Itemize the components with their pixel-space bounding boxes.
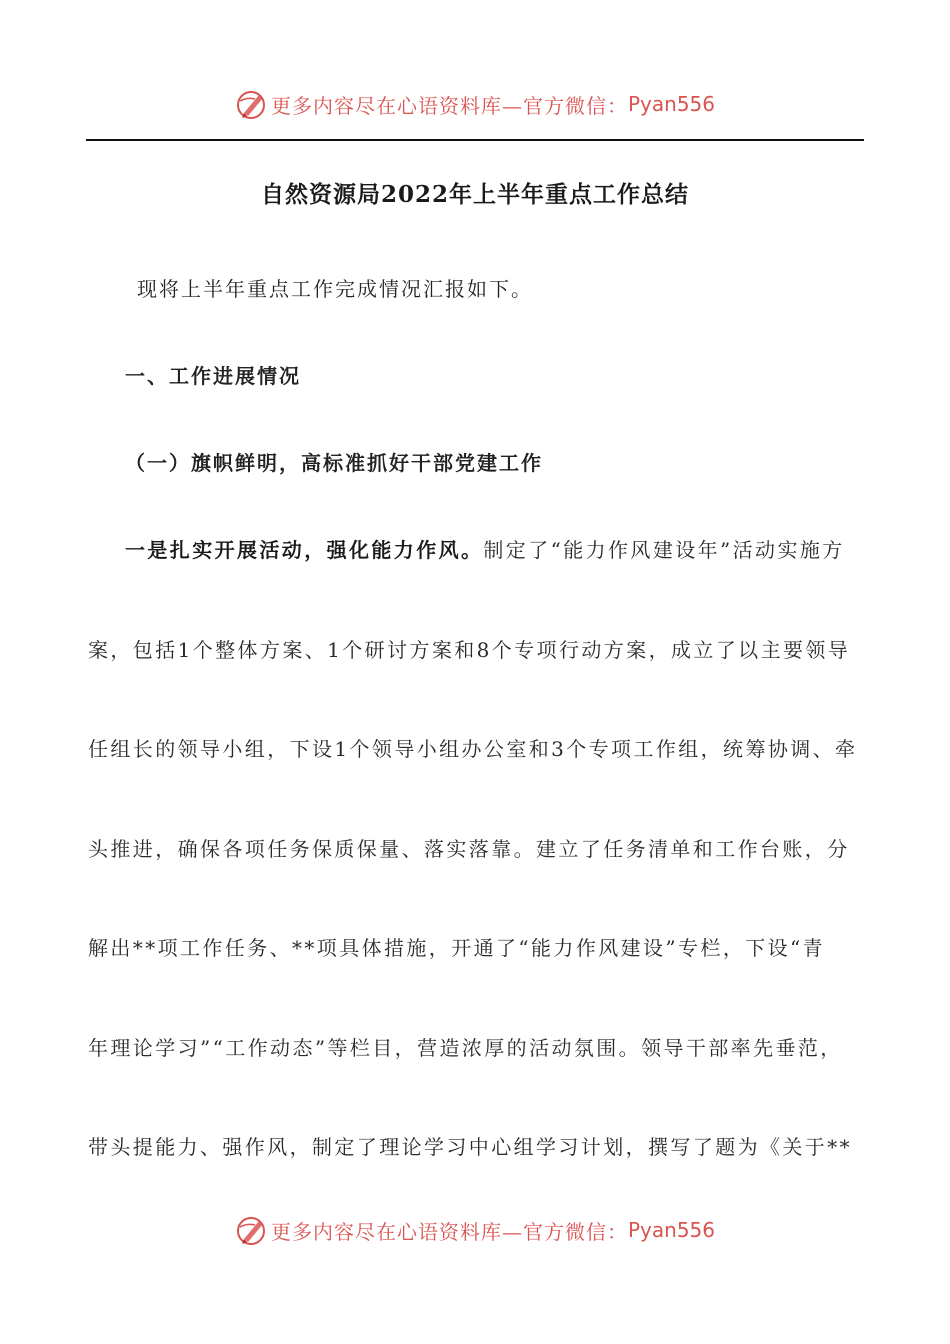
paragraph-line-text: 制定了“能力作风建设年”活动实施方	[483, 538, 845, 562]
watermark-wechat-id: Pyan556	[627, 92, 715, 116]
section-heading: 一、工作进展情况	[125, 364, 301, 388]
pen-logo-icon	[235, 1213, 269, 1247]
header-watermark	[0, 84, 950, 124]
paragraph-line: 案，包括1个整体方案、1个研讨方案和8个专项行动方案，成立了以主要领导	[88, 638, 851, 662]
intro-paragraph: 现将上半年重点工作完成情况汇报如下。	[137, 277, 533, 301]
watermark-text: 更多内容尽在心语资料库—官方微信：	[270, 1219, 628, 1244]
watermark-text: 更多内容尽在心语资料库—官方微信：	[270, 93, 628, 118]
header-divider	[86, 139, 864, 141]
paragraph-line: 头推进，确保各项任务保质保量、落实落靠。建立了任务清单和工作台账，分	[88, 837, 850, 861]
paragraph-line: 解出**项工作任务、**项具体措施，开通了“能力作风建设”专栏，下设“青	[88, 936, 826, 960]
paragraph-line: 年理论学习”“工作动态”等栏目，营造浓厚的活动氛围。领导干部率先垂范，	[88, 1036, 843, 1060]
paragraph-line: 任组长的领导小组，下设1个领导小组办公室和3个专项工作组，统筹协调、牵	[88, 737, 858, 761]
paragraph-line: 带头提能力、强作风，制定了理论学习中心组学习计划，撰写了题为《关于**	[88, 1135, 852, 1159]
watermark-wechat-id: Pyan556	[627, 1218, 715, 1242]
footer-watermark	[0, 1210, 950, 1250]
subsection-heading: （一）旗帜鲜明，高标准抓好干部党建工作	[125, 451, 543, 475]
document-title: 自然资源局2022年上半年重点工作总结	[260, 181, 689, 208]
paragraph-lead: 一是扎实开展活动，强化能力作风。	[125, 538, 484, 562]
paragraph-line	[125, 534, 845, 563]
pen-logo-icon	[235, 87, 269, 121]
